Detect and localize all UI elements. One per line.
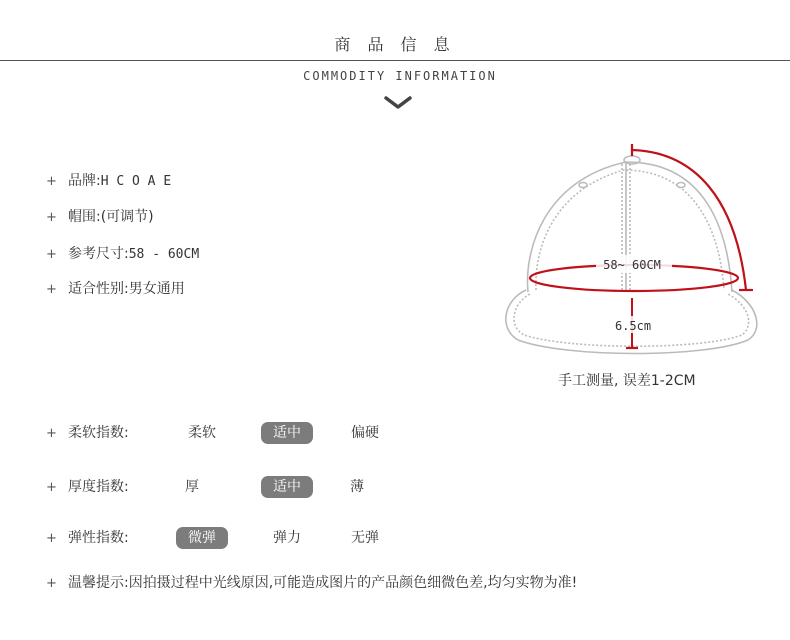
spec-circumference bbox=[46, 206, 154, 226]
index-label: 弹性指数: bbox=[68, 530, 129, 546]
spec-brand bbox=[46, 170, 171, 190]
spec-gender bbox=[46, 278, 185, 298]
spec-value: 58 - 60CM bbox=[128, 247, 200, 262]
option-slight-stretch-selected: 微弹 bbox=[176, 527, 228, 549]
option-soft: 柔软 bbox=[188, 425, 216, 441]
measurement-note: 手工测量, 误差1-2CM bbox=[558, 373, 696, 389]
index-label: 厚度指数: bbox=[68, 479, 129, 495]
spec-label: 品牌: bbox=[68, 173, 101, 189]
option-no-stretch: 无弹 bbox=[351, 530, 379, 546]
option-thin: 薄 bbox=[350, 479, 364, 495]
plus-icon: + bbox=[46, 576, 57, 591]
option-medium-selected: 适中 bbox=[261, 476, 313, 498]
spec-value: 男女通用 bbox=[128, 281, 185, 297]
spec-label: 适合性别: bbox=[68, 281, 129, 297]
circumference-label: 58~ 60CM bbox=[603, 258, 661, 272]
index-label: 柔软指数: bbox=[68, 425, 129, 441]
plus-icon: + bbox=[46, 480, 57, 495]
option-medium-selected: 适中 bbox=[261, 422, 313, 444]
brim-label: 6.5cm bbox=[614, 319, 652, 333]
spec-label: 参考尺寸: bbox=[68, 246, 129, 262]
notice-tip bbox=[46, 572, 577, 592]
chevron-down-icon bbox=[384, 96, 412, 110]
option-hard: 偏硬 bbox=[351, 425, 379, 441]
spec-value: H C O A E bbox=[100, 174, 172, 189]
spec-size bbox=[46, 243, 199, 263]
plus-icon: + bbox=[46, 174, 57, 189]
section-subtitle: COMMODITY INFORMATION bbox=[303, 69, 497, 83]
plus-icon: + bbox=[46, 247, 57, 262]
plus-icon: + bbox=[46, 210, 57, 225]
spec-label: 帽围: bbox=[68, 209, 101, 225]
plus-icon: + bbox=[46, 426, 57, 441]
hat-size-diagram bbox=[496, 140, 766, 370]
option-thick: 厚 bbox=[185, 479, 199, 495]
divider bbox=[0, 60, 790, 61]
option-stretch: 弹力 bbox=[273, 530, 301, 546]
spec-value: (可调节) bbox=[100, 209, 154, 225]
tip-text: 温馨提示:因拍摄过程中光线原因,可能造成图片的产品颜色细微色差,均匀实物为准! bbox=[68, 575, 578, 591]
section-title: 商 品 信 息 bbox=[334, 35, 456, 54]
plus-icon: + bbox=[46, 282, 57, 297]
plus-icon: + bbox=[46, 531, 57, 546]
